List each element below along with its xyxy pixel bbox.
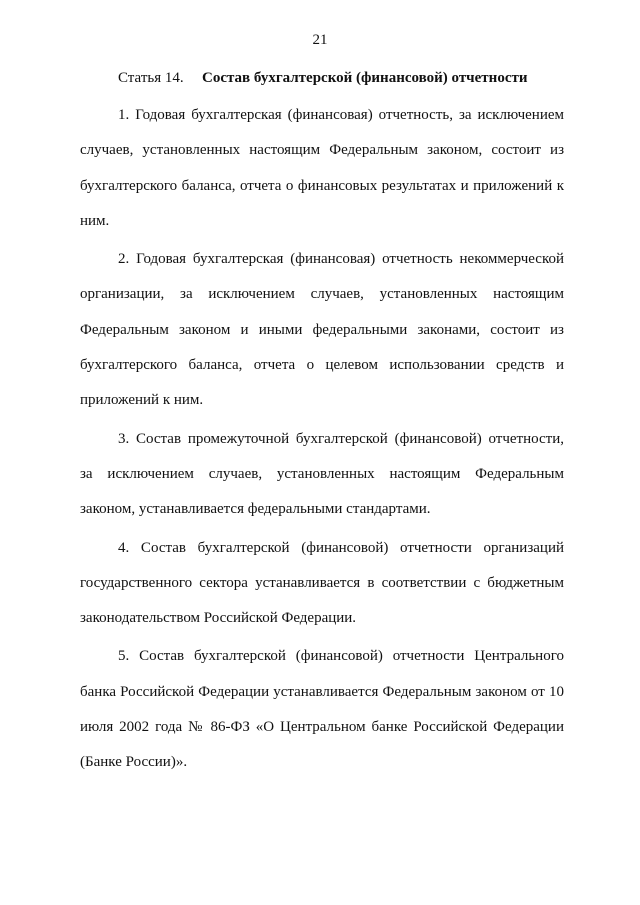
- paragraph-5: 5. Состав бухгалтерской (финансовой) отчетности Центрального банка Российской Федерации устанавливается Федеральным законом от 10 июля 2002 года № 86-ФЗ «О Центральном банке Российской Федерации (Банке России)».: [80, 648, 564, 771]
- article-title: Состав бухгалтерской (финансовой) отчетности: [202, 70, 528, 86]
- paragraph-2: 2. Годовая бухгалтерская (финансовая) отчетность некоммерческой организации, за исключением случаев, установленных настоящим Федеральным законом и иными федеральными законами, состоит из бухгалтерского баланса, отчета о целевом использовании средств и приложений к ним.: [80, 251, 564, 409]
- article-label: Статья 14.: [118, 70, 184, 86]
- paragraph-3: 3. Состав промежуточной бухгалтерской (финансовой) отчетности, за исключением случаев, установленных настоящим Федеральным законом, устанавливается федеральными стандартами.: [80, 430, 564, 518]
- paragraph-1: 1. Годовая бухгалтерская (финансовая) отчетность, за исключением случаев, установленных настоящим Федеральным законом, состоит из бухгалтерского баланса, отчета о финансовых результатах и приложений к ним.: [80, 107, 564, 229]
- article-heading: [118, 70, 527, 87]
- page-number: 21: [312, 32, 328, 48]
- paragraph-4: 4. Состав бухгалтерской (финансовой) отчетности организаций государственного сектора устанавливается в соответствии с бюджетным законодательством Российской Федерации.: [80, 539, 564, 627]
- article-body: [80, 98, 564, 784]
